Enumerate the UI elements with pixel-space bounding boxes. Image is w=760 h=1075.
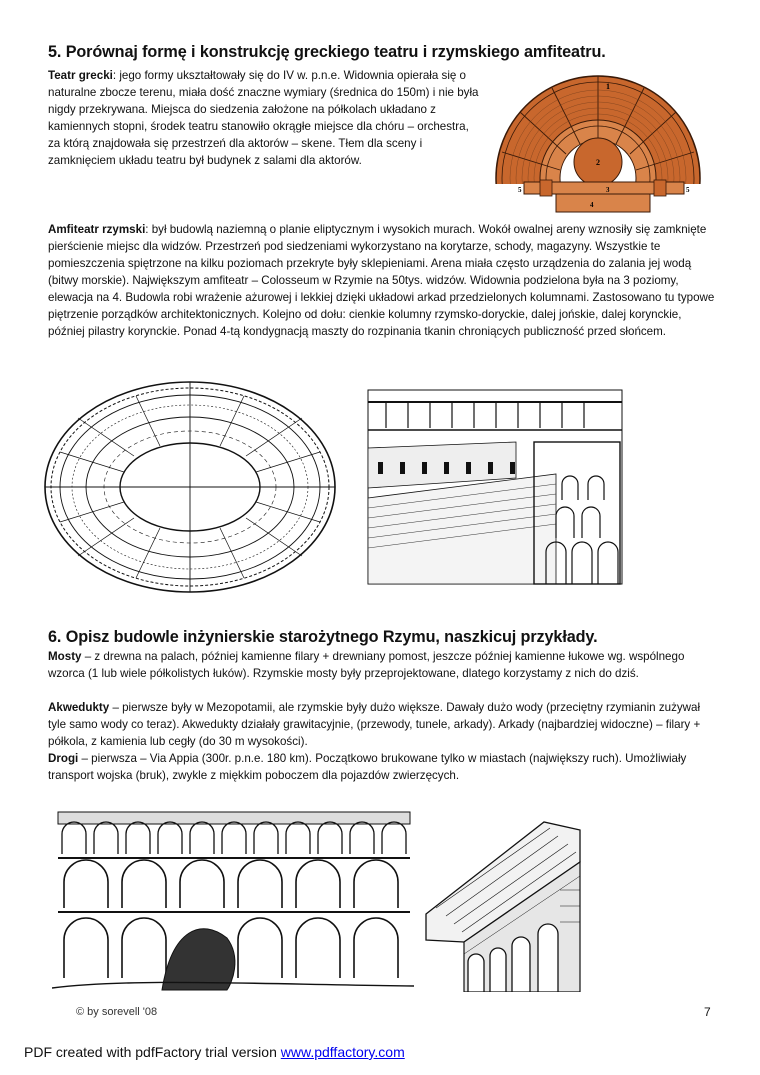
section-6-heading: 6. Opisz budowle inżynierskie starożytnego Rzymu, naszkicuj przykłady. [48,628,598,646]
roads-paragraph [48,750,718,784]
theatre-label-1: 1 [606,82,610,91]
theatre-label-3: 3 [606,186,610,194]
pdffactory-link[interactable]: www.pdffactory.com [280,1044,405,1060]
theatre-label-5-right: 5 [686,186,690,194]
greek-theatre-paragraph [48,67,480,169]
aqueducts-text: – pierwsze były w Mezopotamii, ale rzymskie były dużo większe. Dawały dużo wody (przeciętny rzymianin zużywał tyle samo wody co teraz). Akwedukty działały grawitacyjnie, (przewody, tunele, arkady). Arkady (najbardziej widoczne) – filary + półkola, z kamienia lub cegły (do 30 m wysokości). [48,701,701,748]
colosseum-plan-drawing [40,376,340,598]
section-5-heading: 5. Porównaj formę i konstrukcję greckiego teatru i rzymskiego amfiteatru. [48,43,606,61]
greek-theatre-diagram [494,66,716,214]
roads-label: Drogi [48,752,79,765]
theatre-label-5-left: 5 [518,186,522,194]
roman-amphitheatre-text: : był budowlą naziemną o planie eliptycznym i wysokich murach. Wokół owalnej areny wznosiły się zamknięte pierścienie miejsc dla widzów. Przestrzeń pod siedzeniami wykorzystano na korytarze, schody, magazyny. Wszystkie te pomieszczenia spiętrzone na kilku poziomach przekryte były sklepieniami. Arena miała często urządzenia do zalania jej wodą (bitwy morskie). Największym amfiteatr – Colosseum w Rzymie na 50tys. widzów. Widownia podzielona była na 3 poziomy, elewacja na 4. Budowla robi wrażenie ażurowej i lekkiej dzięki układowi arkad przedzielonych kolumnami. Zastosowano tu typowe piętrzenie porządków architektonicznych. Kolejno od dołu: cienkie kolumny rzymsko-doryckie, dalej jońskie, dalej korynckie, później pilastry korynckie. Ponad 4-tą kondygnacją maszty do rozpinania tkanin chroniących publiczność przed słońcem. [48,223,715,338]
aqueduct-sketch [52,798,414,992]
roman-amphitheatre-label: Amfiteatr rzymski [48,223,146,236]
greek-theatre-label: Teatr grecki [48,69,113,82]
copyright-footer: © by sorevell '08 [76,1006,158,1018]
aqueducts-label: Akwedukty [48,701,110,714]
bridges-label: Mosty [48,650,82,663]
aqueduct-middle-arches [64,860,398,908]
pdf-creator-banner [24,1044,405,1060]
roads-text: – pierwsza – Via Appia (300r. p.n.e. 180 km). Początkowo brukowane tylko w miastach (największy ruch). Umożliwiały transport wojska (bruk), zwykle z miękkim poboczem dla pojazdów zwierzęcych. [48,752,687,782]
page-number: 7 [704,1005,711,1019]
aqueduct-trees [162,929,235,990]
roman-amphitheatre-paragraph [48,221,718,340]
aqueduct-upper-arches [62,822,406,854]
theatre-label-4: 4 [590,201,594,209]
theatre-label-2: 2 [596,158,600,167]
pdf-banner-text: PDF created with pdfFactory trial version [24,1044,281,1060]
bridges-text: – z drewna na palach, później kamienne filary + drewniany pomost, jeszcze później kamienne łukowe wg. wspólnego wzorca (1 lub wiele półkolistych łuków). Rzymskie mosty były przeprojektowane, dlatego korzystamy z nich do dziś. [48,650,685,680]
colosseum-section-drawing [366,388,624,586]
aqueduct-perspective-sketch [424,816,582,992]
aqueducts-paragraph [48,699,718,750]
greek-theatre-text: : jego formy ukształtowały się do IV w. p.n.e. Widownia opierała się o naturalne zbocze terenu, miała dość znaczne wymiary (średnica do 150m) i nie była nigdy przekrywana. Miejsca do siedzenia założone na półkolach układano z kamiennych stopni, środek teatru stanowiło okrągłe miejsce dla chóru – orchestra, za którą znajdowała się przestrzeń dla aktorów – skene. Tłem dla sceny i zamknięciem układu teatru był budynek z salami dla aktorów. [48,69,479,167]
bridges-paragraph [48,648,718,682]
